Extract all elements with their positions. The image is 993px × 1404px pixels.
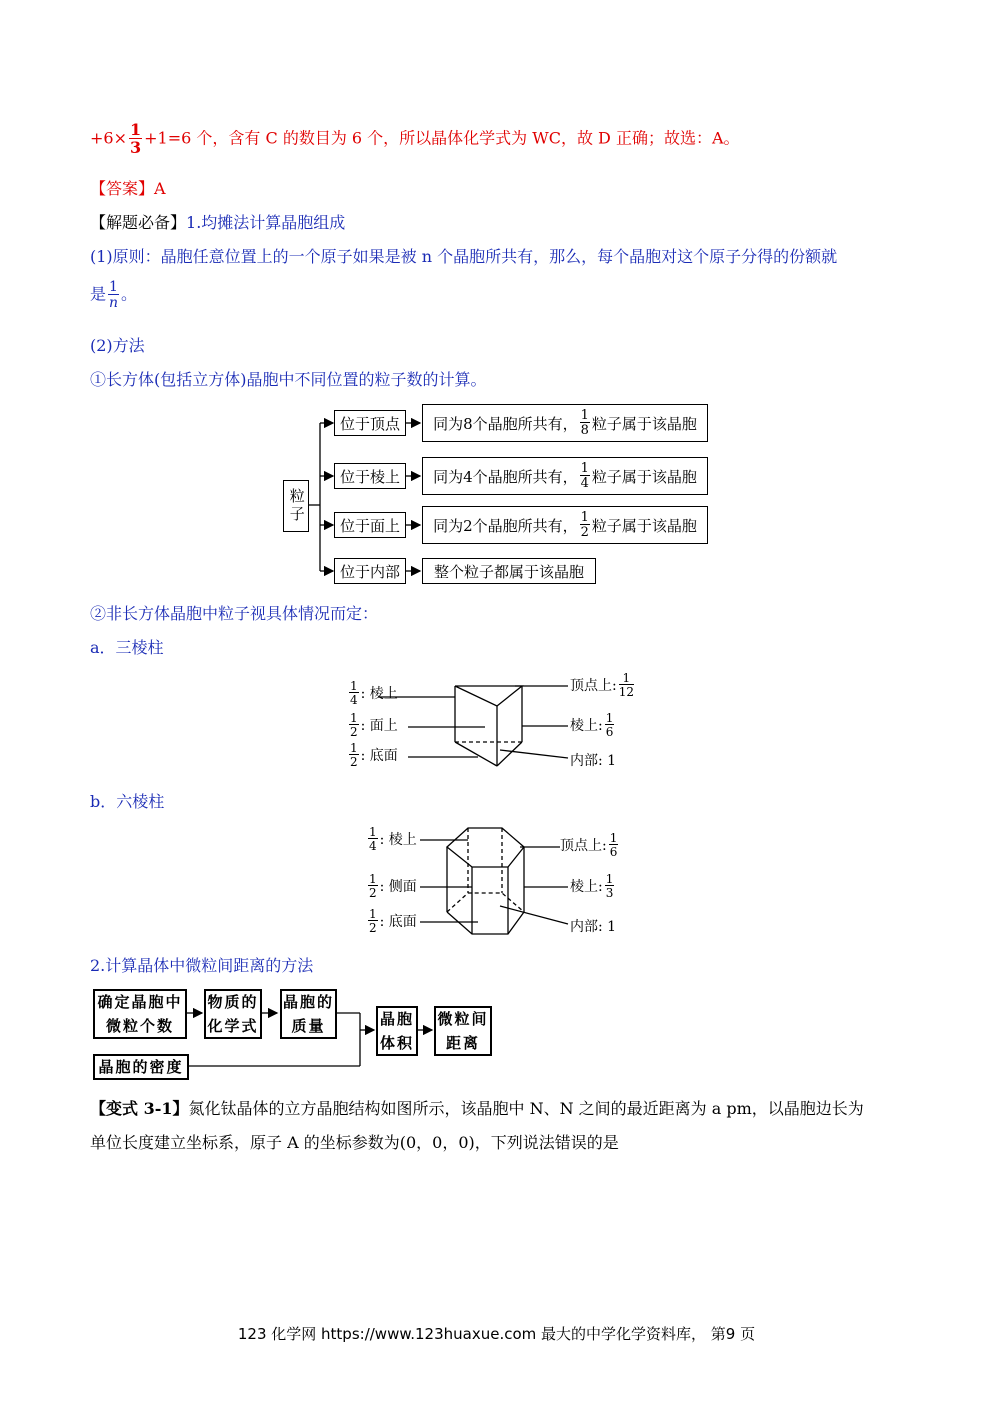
- variant-question: [90, 1096, 864, 1119]
- answer: 【答案】A: [90, 179, 166, 198]
- flow-box-volume: 晶胞 体积: [376, 1006, 418, 1056]
- flow-box-distance: 微粒间 距离: [434, 1006, 492, 1056]
- flow-box-mass: 晶胞的 质量: [280, 989, 337, 1039]
- section-title: 1.均摊法计算晶胞组成: [186, 213, 346, 232]
- fraction: $\frac{1}{3}$: [130, 120, 142, 157]
- hex-right-edge: 棱上: $\frac{1}{3}$: [570, 872, 614, 900]
- fraction-1-n: $\frac{1}{n}$: [108, 279, 118, 311]
- pos-edge: 位于棱上: [334, 463, 406, 489]
- solution-rest: +1=6 个，含有 C 的数目为 6 个，所以晶体化学式为 WC，故 D 正确；故选：A。: [144, 128, 740, 148]
- prefix-text: +6×: [90, 128, 127, 148]
- method-heading: (2)方法: [90, 336, 145, 355]
- section-label: 【解题必备】: [90, 213, 187, 232]
- variant-text: 氮化钛晶体的立方晶胞结构如图所示，该晶胞中 N、N 之间的最近距离为 a pm，以晶胞边长为: [188, 1099, 864, 1118]
- hex-left-side: $\frac{1}{2}$ : 侧面: [369, 872, 417, 900]
- item-2: ②非长方体晶胞中粒子视具体情况而定：: [90, 604, 379, 623]
- label-b: b．六棱柱: [90, 792, 165, 811]
- desc-edge: 同为4个晶胞所共有， $\frac{1}{4}$ 粒子属于该晶胞: [422, 457, 708, 495]
- pos-face: 位于面上: [334, 512, 406, 538]
- tri-left-face: $\frac{1}{2}$ : 面上: [350, 711, 398, 739]
- variant-label: 【变式 3-1】: [90, 1099, 189, 1118]
- flow-box-formula: 物质的 化学式: [204, 989, 262, 1039]
- item-1: ①长方体(包括立方体)晶胞中不同位置的粒子数的计算。: [90, 370, 487, 389]
- principle-continuation: 是 $\frac{1}{n}$ 。: [90, 279, 137, 311]
- page-footer: 123 化学网 https://www.123huaxue.com 最大的中学化学资料库， 第9 页: [237, 1325, 756, 1343]
- hex-right-inside: 内部: 1: [570, 919, 617, 935]
- principle-text: (1)原则：晶胞任意位置上的一个原子如果是被 n 个晶胞所共有，那么，每个晶胞对这个原子分得的份额就: [90, 247, 838, 266]
- label-a: a．三棱柱: [90, 638, 164, 657]
- pos-vertex: 位于顶点: [334, 410, 406, 436]
- desc-inside: 整个粒子都属于该晶胞: [422, 558, 596, 584]
- tree-root: 粒子: [283, 480, 309, 532]
- desc-face: 同为2个晶胞所共有， $\frac{1}{2}$ 粒子属于该晶胞: [422, 506, 708, 544]
- tri-right-edge: 棱上: $\frac{1}{6}$: [570, 711, 614, 739]
- desc-vertex: 同为8个晶胞所共有， $\frac{1}{8}$ 粒子属于该晶胞: [422, 404, 708, 442]
- tri-right-vertex: 顶点上: $\frac{1}{12}$: [570, 671, 634, 699]
- variant-text-2: 单位长度建立坐标系，原子 A 的坐标参数为(0，0，0)，下列说法错误的是: [90, 1133, 619, 1152]
- tri-right-inside: 内部: 1: [570, 753, 617, 769]
- pos-inside: 位于内部: [334, 558, 406, 584]
- flow-box-particle-count: 确定晶胞中 微粒个数: [93, 989, 187, 1039]
- flow-box-density: 晶胞的密度: [93, 1054, 189, 1080]
- tri-left-edge: $\frac{1}{4}$ : 棱上: [350, 679, 398, 707]
- tri-left-base: $\frac{1}{2}$ : 底面: [350, 741, 398, 769]
- hex-left-base: $\frac{1}{2}$ : 底面: [369, 907, 417, 935]
- hex-left-edge: $\frac{1}{4}$ : 棱上: [369, 825, 417, 853]
- section-2-heading: 2.计算晶体中微粒间距离的方法: [90, 956, 314, 975]
- hex-right-vertex: 顶点上: $\frac{1}{6}$: [560, 831, 618, 859]
